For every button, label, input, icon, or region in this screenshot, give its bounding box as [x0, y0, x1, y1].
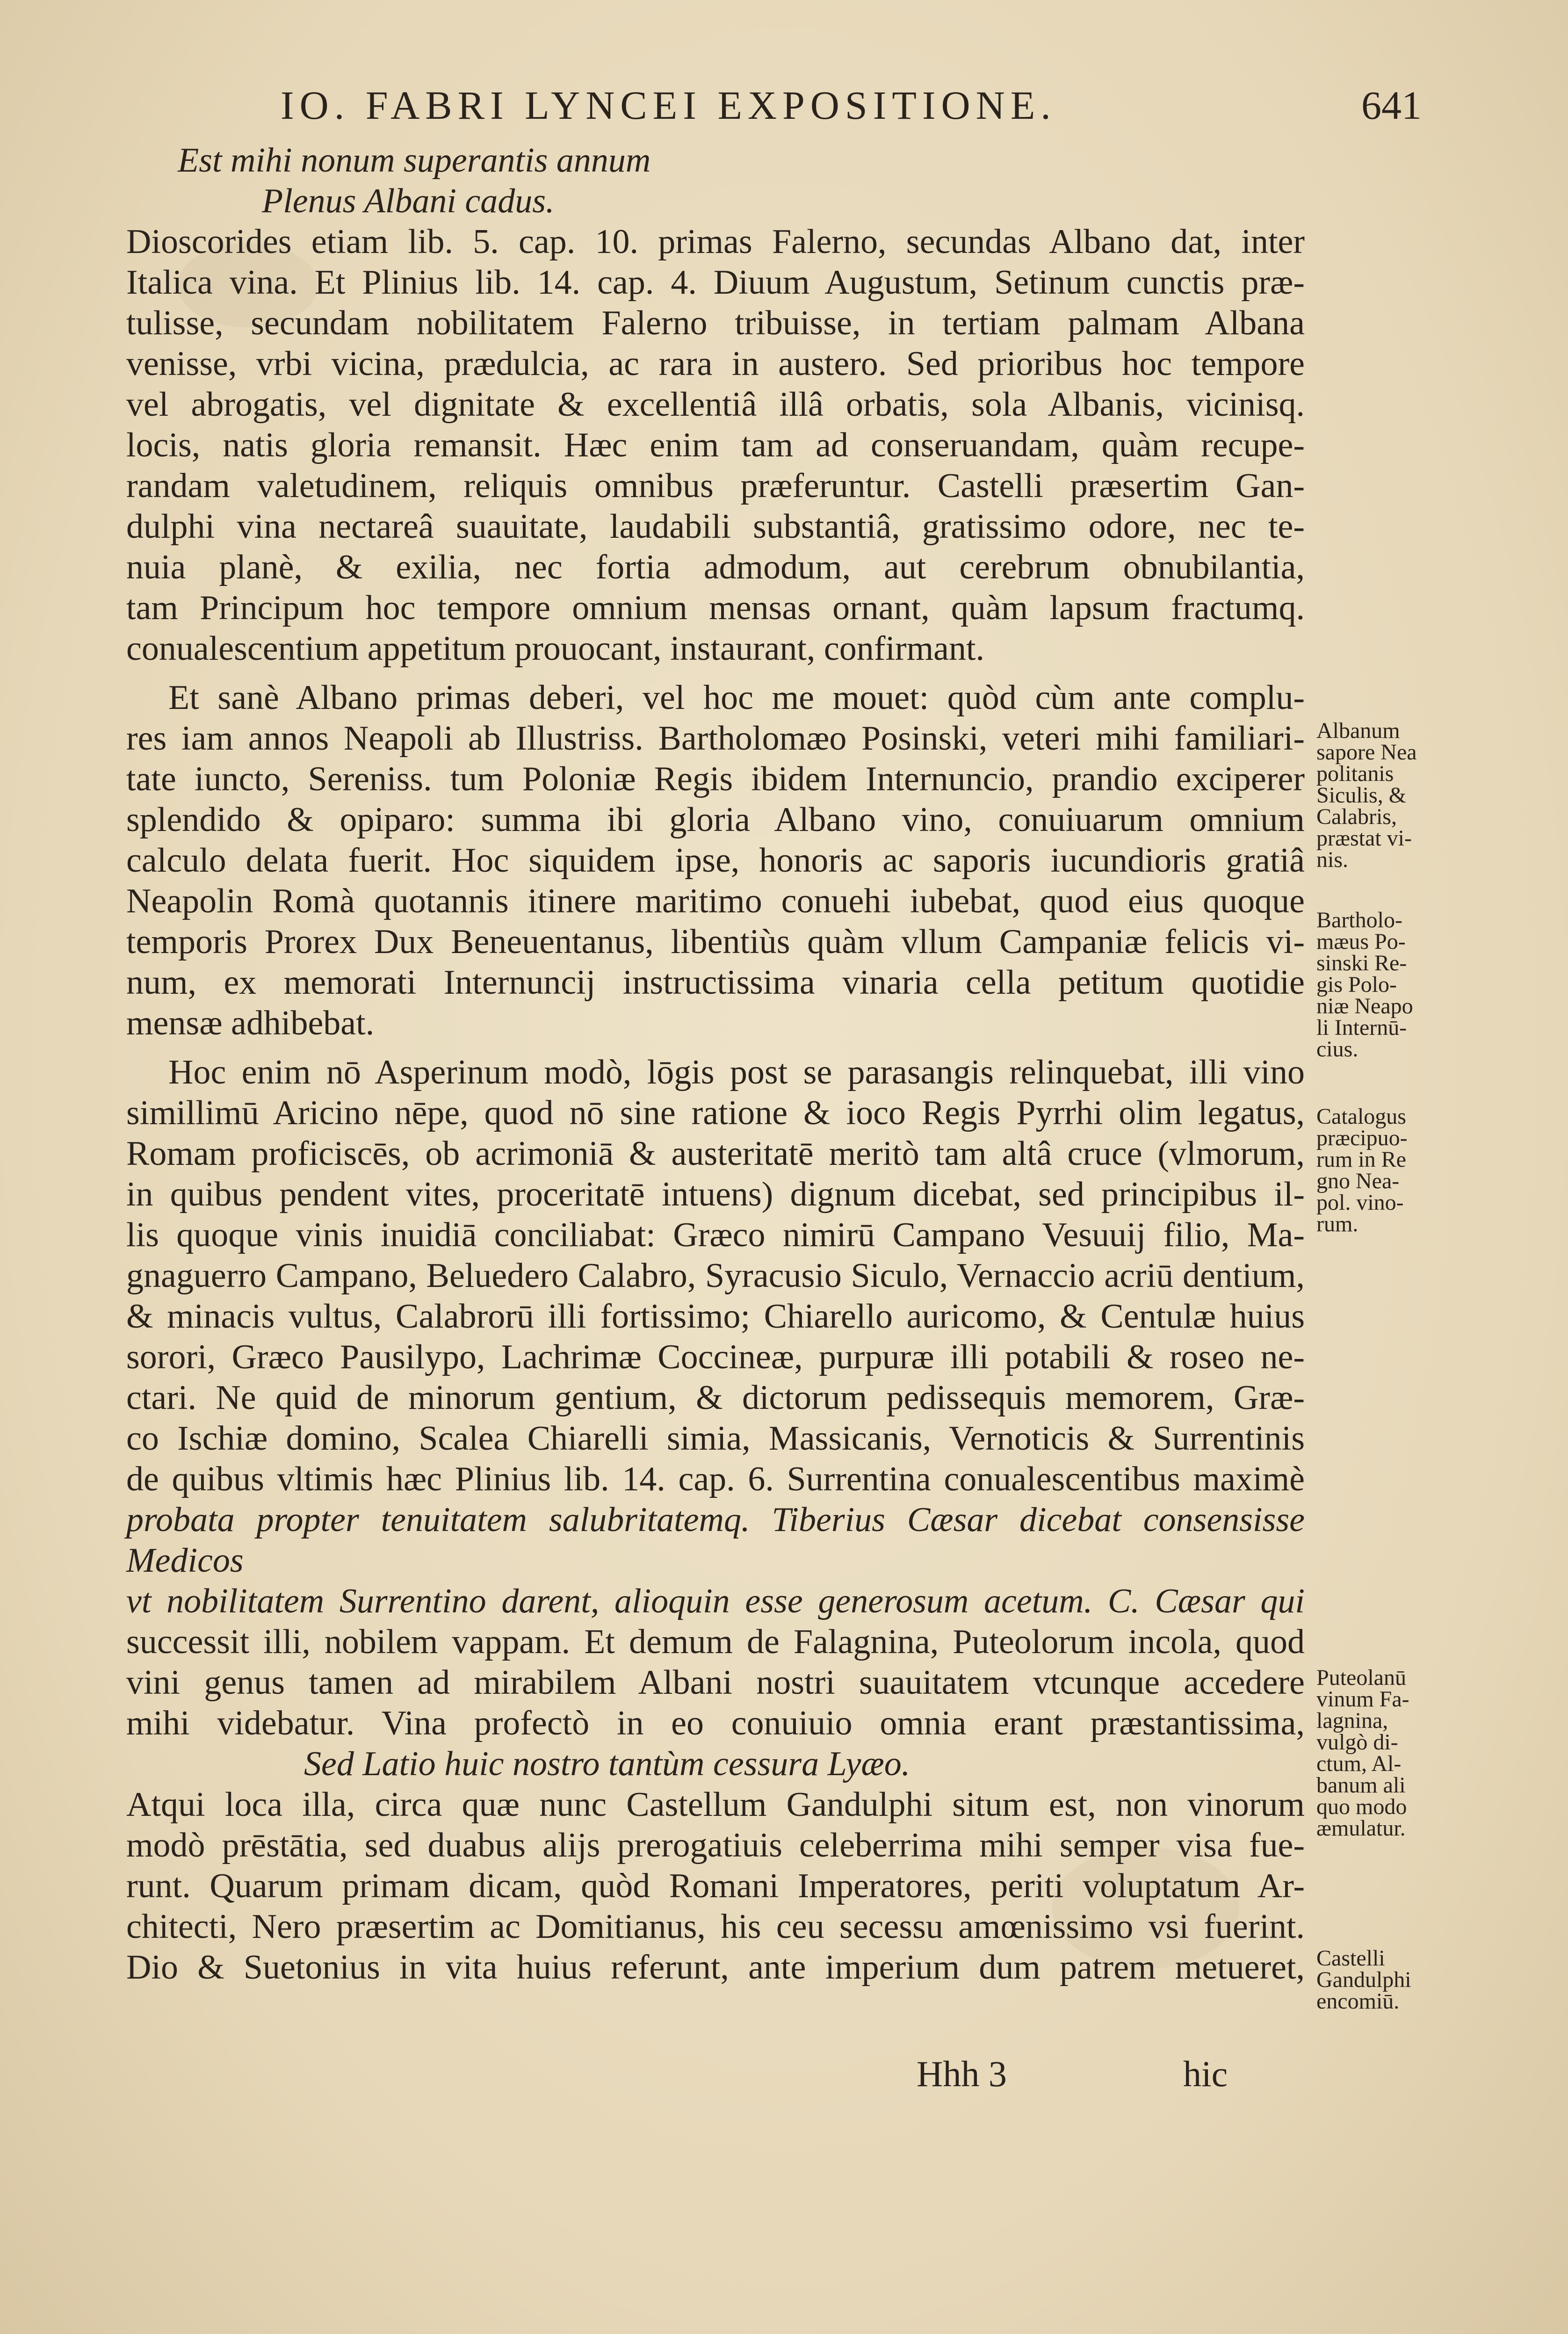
- text-line: vt nobilitatem Surrentino darent, alioquin esse generosum acetum. C. Cæsar qui: [126, 1582, 1305, 1620]
- text-line: randam valetudinem, reliquis omnibus præferuntur. Castelli præsertim Gan-: [126, 467, 1305, 505]
- text-line: chitecti, Nero præsertim ac Domitianus, his ceu secessu amœnissimo vsi fuerint.: [126, 1908, 1305, 1946]
- text-line: locis, natis gloria remansit. Hæc enim tam ad conseruandam, quàm recupe-: [126, 426, 1305, 464]
- text-line: Dioscorides etiam lib. 5. cap. 10. primas Falerno, secundas Albano dat, inter: [126, 223, 1305, 261]
- text-line: num, ex memorati Internuncij instructissima vinaria cella petitum quotidie: [126, 963, 1305, 1002]
- margin-note: Catalogus præcipuo- rum in Re gno Nea- pol. vino- rum.: [1316, 1104, 1408, 1236]
- body-text: [126, 140, 1305, 1988]
- text-line: calculo delata fuerit. Hoc siquidem ipse, honoris ac saporis iucundioris gratiâ: [126, 841, 1305, 880]
- text-line: tate iuncto, Sereniss. tum Poloniæ Regis ibidem Internuncio, prandio exciperer: [126, 760, 1305, 798]
- page-header: [262, 82, 1422, 133]
- text-line: dulphi vina nectareâ suauitate, laudabili substantiâ, gratissimo odore, nec te-: [126, 507, 1305, 546]
- text-line: simillimū Aricino nēpe, quod nō sine ratione & ioco Regis Pyrrhi olim legatus,: [126, 1094, 1305, 1132]
- text-line: res iam annos Neapoli ab Illustriss. Bartholomæo Posinski, veteri mihi familiari-: [126, 719, 1305, 758]
- text-line: Hoc enim nō Asperinum modò, lōgis post se parasangis relinquebat, illi vino: [168, 1053, 1305, 1091]
- text-line: Italica vina. Et Plinius lib. 14. cap. 4. Diuum Augustum, Setinum cunctis præ-: [126, 263, 1305, 302]
- margin-note: Albanum sapore Nea politanis Siculis, & Calabris, præstat vi- nis.: [1316, 718, 1417, 872]
- text-line: sorori, Græco Pausilypo, Lachrimæ Coccineæ, purpuræ illi potabili & roseo ne-: [126, 1338, 1305, 1376]
- text-line: de quibus vltimis hæc Plinius lib. 14. cap. 6. Surrentina conualescentibus maximè: [126, 1460, 1305, 1498]
- text-line: vel abrogatis, vel dignitate & excellentiâ illâ orbatis, sola Albanis, vicinisq.: [126, 385, 1305, 424]
- page-number: 641: [1361, 83, 1422, 128]
- text-line: venisse, vrbi vicina, prædulcia, ac rara in austero. Sed prioribus hoc tempore: [126, 345, 1305, 383]
- text-line: vini genus tamen ad mirabilem Albani nostri suauitatem vtcunque accedere: [126, 1663, 1305, 1702]
- text-line: co Ischiæ domino, Scalea Chiarelli simia, Massicanis, Vernoticis & Surrentinis: [126, 1419, 1305, 1458]
- verse-line: Plenus Albani cadus.: [262, 182, 555, 220]
- text-line: & minacis vultus, Calabrorū illi fortissimo; Chiarello auricomo, & Centulæ huius: [126, 1297, 1305, 1336]
- text-line: successit illi, nobilem vappam. Et demum de Falagnina, Puteolorum incola, quod: [126, 1623, 1305, 1661]
- running-title: IO. FABRI LYNCEI EXPOSITIONE.: [281, 83, 1056, 128]
- text-line: nuia planè, & exilia, nec fortia admodum, aut cerebrum obnubilantia,: [126, 548, 1305, 586]
- text-line: temporis Prorex Dux Beneuentanus, libentiùs quàm vllum Campaniæ felicis vi-: [126, 923, 1305, 961]
- verse-line: Sed Latio huic nostro tantùm cessura Lyæo.: [304, 1745, 910, 1783]
- margin-note: Puteolanū vinum Fa- lagnina, vulgò di- ctum, Al- banum ali quo modo æmulatur.: [1316, 1665, 1409, 1841]
- text-line: Et sanè Albano primas deberi, vel hoc me mouet: quòd cùm ante complu-: [168, 679, 1305, 717]
- text-line: Atqui loca illa, circa quæ nunc Castellum Gandulphi situm est, non vinorum: [126, 1785, 1305, 1824]
- text-line: mensæ adhibebat.: [126, 1004, 375, 1042]
- text-line: runt. Quarum primam dicam, quòd Romani Imperatores, periti voluptatum Ar-: [126, 1867, 1305, 1905]
- text-line: mihi videbatur. Vina profectò in eo conuiuio omnia erant præstantissima,: [126, 1704, 1305, 1742]
- margin-note: Castelli Gandulphi encomiū.: [1316, 1946, 1411, 2014]
- text-line: conualescentium appetitum prouocant, instaurant, confirmant.: [126, 629, 985, 668]
- signature-mark: Hhh 3: [917, 2053, 1007, 2094]
- text-line: modò prēstātia, sed duabus alijs prerogatiuis celeberrima mihi semper visa fue-: [126, 1826, 1305, 1864]
- text-line: Dio & Suetonius in vita huius referunt, ante imperium dum patrem metueret,: [126, 1948, 1305, 1987]
- margin-note: Bartholo- mæus Po- sinski Re- gis Polo- niæ Neapo li Internū- cius.: [1316, 908, 1413, 1062]
- text-line: Neapolin Romà quotannis itinere maritimo conuehi iubebat, quod eius quoque: [126, 882, 1305, 920]
- text-line: tam Principum hoc tempore omnium mensas ornant, quàm lapsum fractumq.: [126, 589, 1305, 627]
- text-line: tulisse, secundam nobilitatem Falerno tribuisse, in tertiam palmam Albana: [126, 304, 1305, 342]
- text-line: gnaguerro Campano, Beluedero Calabro, Syracusio Siculo, Vernaccio acriū dentium,: [126, 1257, 1305, 1295]
- text-line: probata propter tenuitatem salubritatemq. Tiberius Cæsar dicebat consensisse Medicos: [126, 1501, 1305, 1580]
- text-line: in quibus pendent vites, proceritatē intuens) dignum dicebat, sed principibus il-: [126, 1175, 1305, 1214]
- verse-line: Est mihi nonum superantis annum: [178, 141, 651, 180]
- catchword: hic: [1183, 2053, 1228, 2094]
- text-line: splendido & opiparo: summa ibi gloria Albano vino, conuiuarum omnium: [126, 801, 1305, 839]
- text-line: ctari. Ne quid de minorum gentium, & dictorum pedissequis memorem, Græ-: [126, 1379, 1305, 1417]
- text-line: lis quoque vinis inuidiā conciliabat: Græco nimirū Campano Vesuuij filio, Ma-: [126, 1216, 1305, 1254]
- text-line: Romam proficiscēs, ob acrimoniā & austeritatē meritò tam altâ cruce (vlmorum,: [126, 1134, 1305, 1173]
